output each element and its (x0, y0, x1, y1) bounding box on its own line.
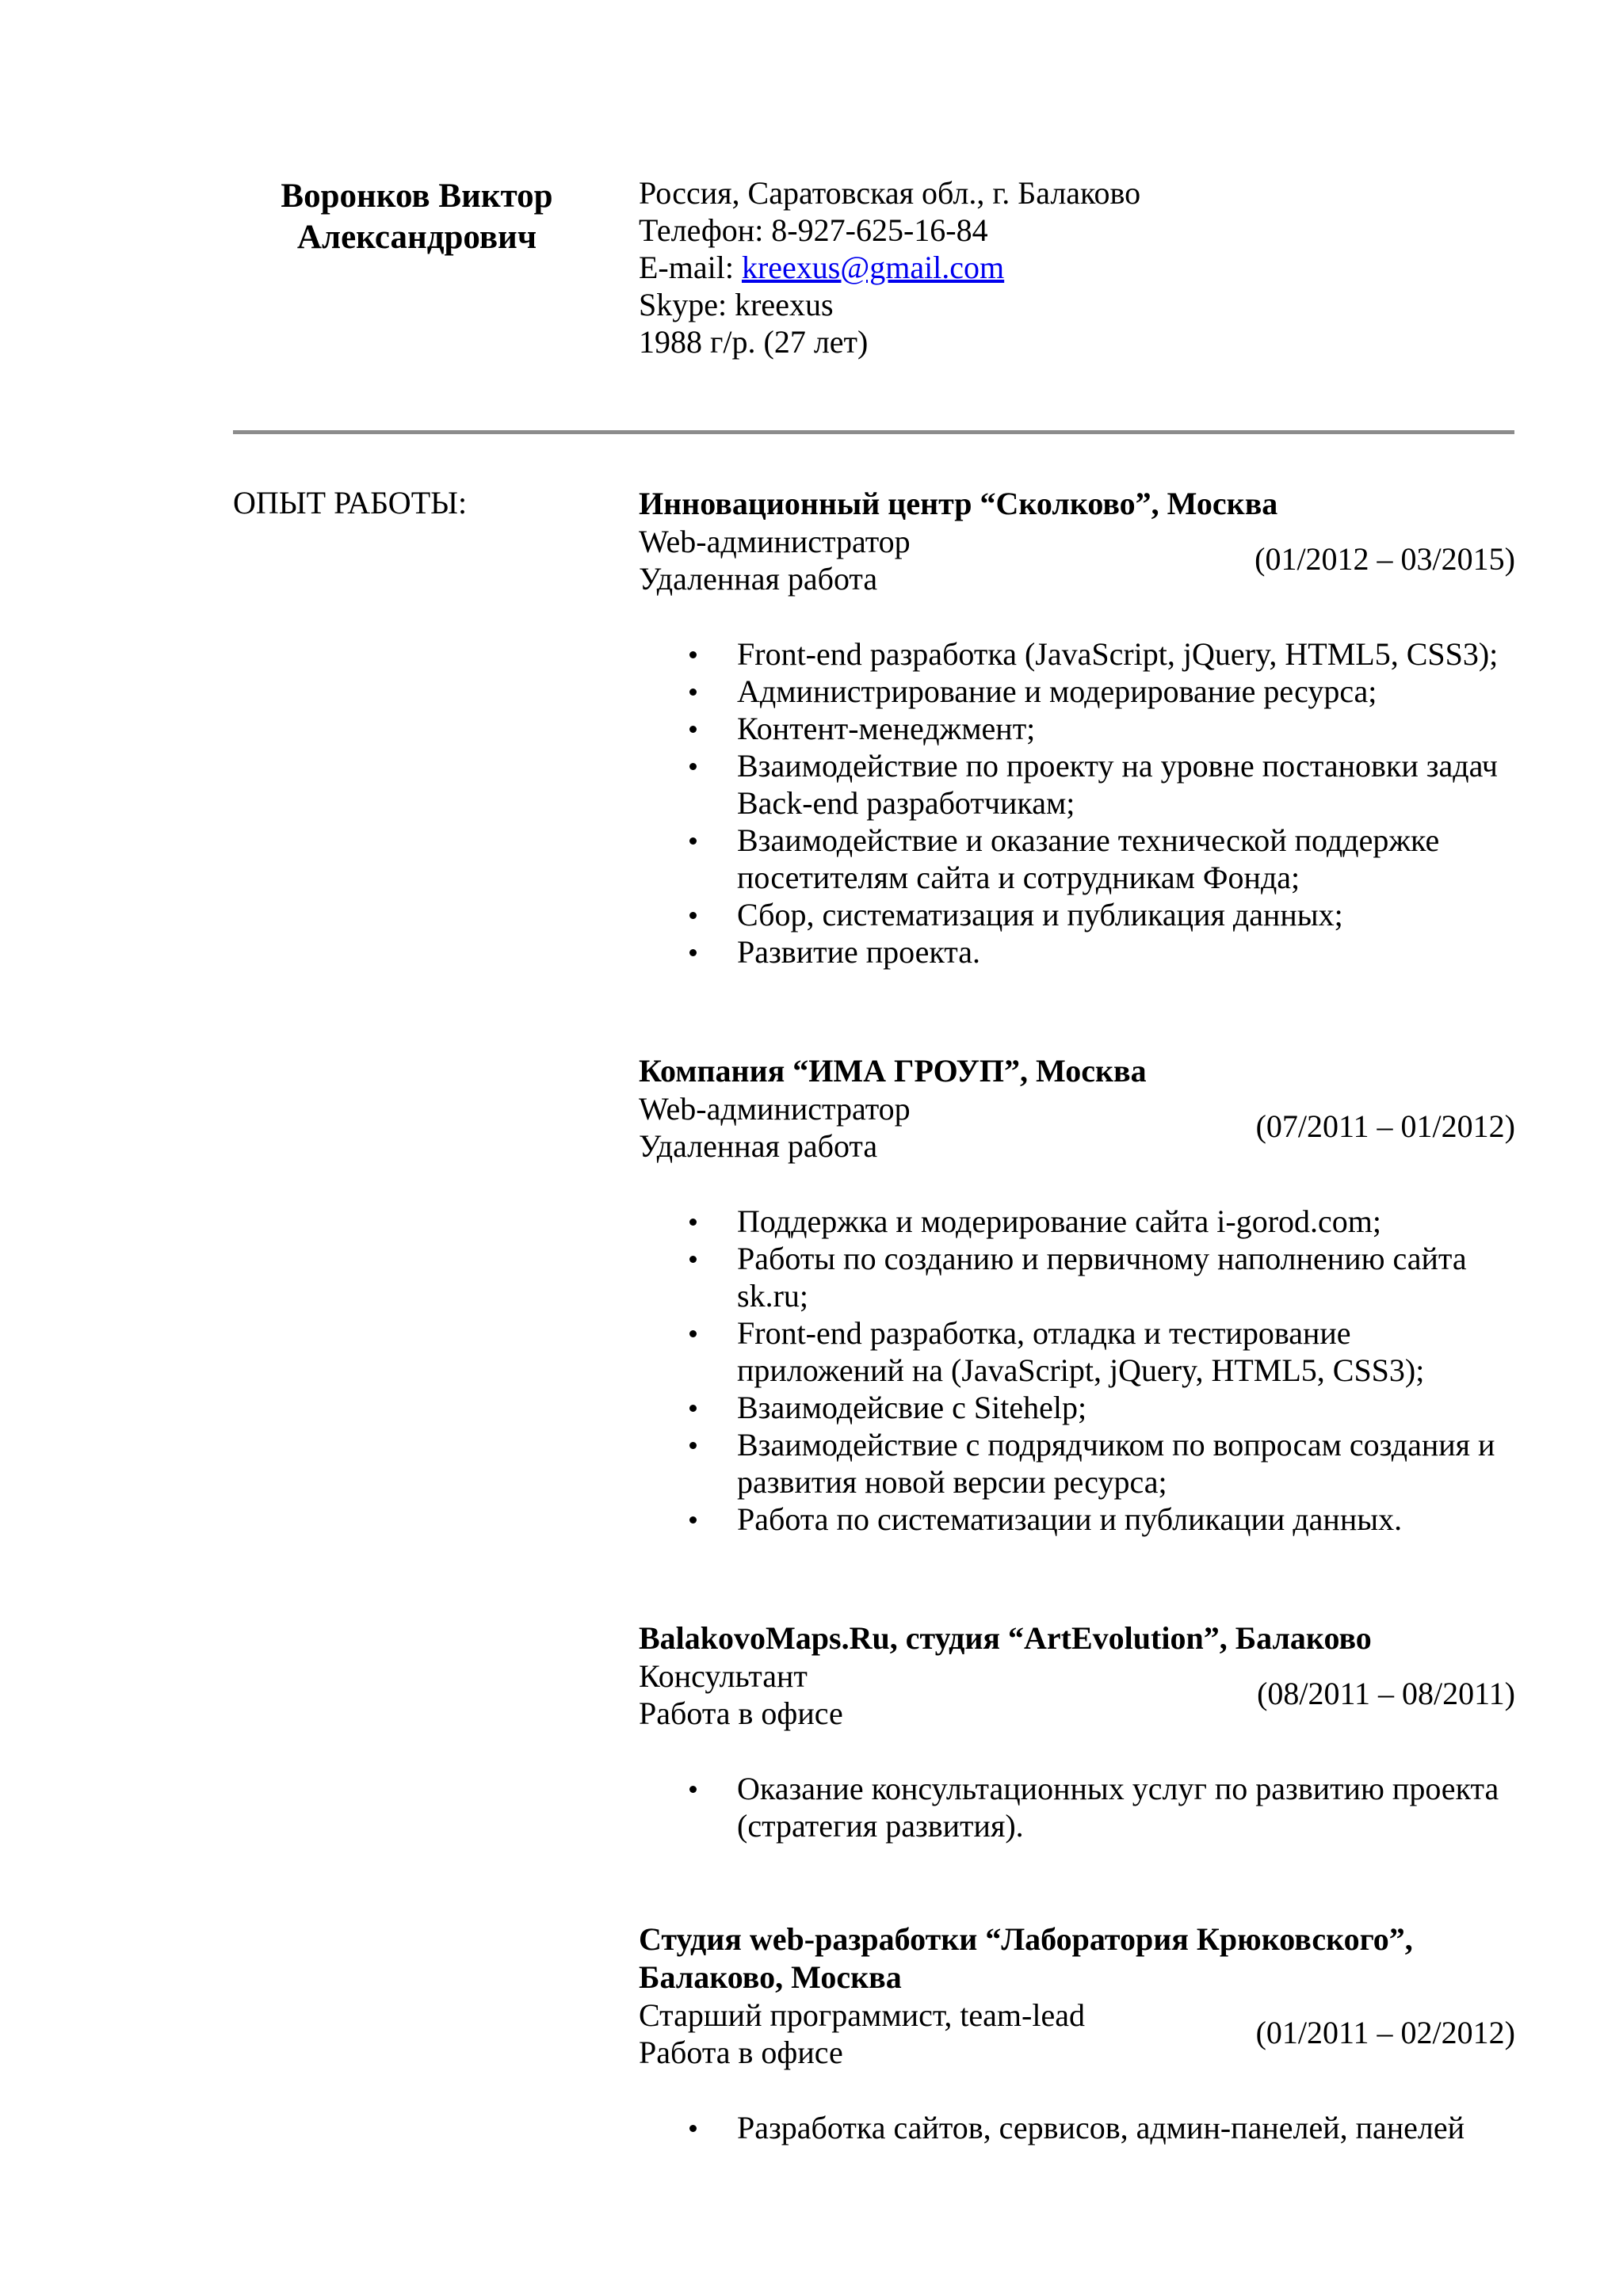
duty-item: Работы по созданию и первичному наполнению сайта sk.ru; (639, 1240, 1515, 1314)
duty-item: Контент-менеджмент; (639, 710, 1515, 747)
job-mode: Удаленная работа (639, 1128, 878, 1164)
birth-year: 1988 г/р. (27 лет) (639, 324, 869, 360)
duty-item: Оказание консультационных услуг по развитию проекта (стратегия развития). (639, 1770, 1515, 1844)
duty-item: Сбор, систематизация и публикация данных; (639, 896, 1515, 933)
job-entry (639, 1052, 1515, 1538)
job-entry (639, 1920, 1515, 2146)
duty-item: Взаимодейсвие с Sitehelp; (639, 1389, 1515, 1426)
duty-item: Front-end разработка (JavaScript, jQuery, HTML5, CSS3); (639, 635, 1515, 673)
job-role-block (639, 1657, 1515, 1732)
job-company: BalakovoMaps.Ru, студия “ArtEvolution”, Балаково (639, 1620, 1372, 1656)
email-link[interactable]: kreexus@gmail.com (741, 250, 1005, 285)
job-entry (639, 1619, 1515, 1844)
duty-item: Front-end разработка, отладка и тестирование приложений на (JavaScript, jQuery, HTML5, CSS3); (639, 1314, 1515, 1389)
job-dates: (08/2011 – 08/2011) (1257, 1676, 1515, 1711)
duty-item: Разработка сайтов, сервисов, админ-панелей, панелей (639, 2109, 1515, 2146)
job-role-block (639, 523, 1515, 597)
job-mode: Работа в офисе (639, 1695, 843, 1731)
job-duties (639, 635, 1515, 971)
job-role: Web-администратор (639, 524, 911, 559)
full-name (235, 176, 599, 258)
job-duties (639, 1770, 1515, 1844)
job-mode: Работа в офисе (639, 2035, 843, 2070)
job-role-block (639, 1090, 1515, 1165)
job-role-block (639, 1997, 1515, 2071)
job-role: Консультант (639, 1658, 808, 1694)
duty-item: Поддержка и модерирование сайта i-gorod.com; (639, 1203, 1515, 1240)
duty-item: Развитие проекта. (639, 933, 1515, 971)
job-duties (639, 2109, 1515, 2146)
duty-item: Администрирование и модерирование ресурса; (639, 673, 1515, 710)
experience-label: ОПЫТ РАБОТЫ: (233, 485, 468, 521)
duty-item: Взаимодействие и оказание технической поддержке посетителям сайта и сотрудникам Фонда; (639, 822, 1515, 896)
address: Россия, Саратовская обл., г. Балаково (639, 175, 1141, 211)
email-line (639, 249, 1140, 286)
job-dates: (07/2011 – 01/2012) (1255, 1108, 1515, 1144)
skype: Skype: kreexus (639, 287, 834, 322)
contact-info (639, 174, 1140, 360)
name-line-1: Воронков Виктор (281, 177, 553, 215)
duty-item: Работа по систематизации и публикации данных. (639, 1501, 1515, 1538)
duty-item: Взаимодействие по проекту на уровне постановки задач Back-end разработчикам; (639, 747, 1515, 822)
job-role: Старший программист, team-lead (639, 1997, 1085, 2033)
job-entry (639, 485, 1515, 971)
job-mode: Удаленная работа (639, 561, 878, 597)
duty-item: Взаимодействие с подрядчиком по вопросам создания и развития новой версии ресурса; (639, 1426, 1515, 1501)
email-label: E-mail: (639, 250, 742, 285)
job-duties (639, 1203, 1515, 1538)
job-company: Компания “ИМА ГРОУП”, Москва (639, 1053, 1147, 1089)
job-role: Web-администратор (639, 1091, 911, 1127)
header-divider (233, 430, 1514, 434)
name-line-2: Александрович (296, 219, 537, 256)
job-dates: (01/2012 – 03/2015) (1254, 541, 1515, 577)
job-company: Студия web-разработки “Лаборатория Крюковского”, Балаково, Москва (639, 1921, 1413, 1995)
job-dates: (01/2011 – 02/2012) (1255, 2015, 1515, 2050)
phone: Телефон: 8-927-625-16-84 (639, 212, 988, 248)
job-company: Инновационный центр “Сколково”, Москва (639, 486, 1278, 521)
